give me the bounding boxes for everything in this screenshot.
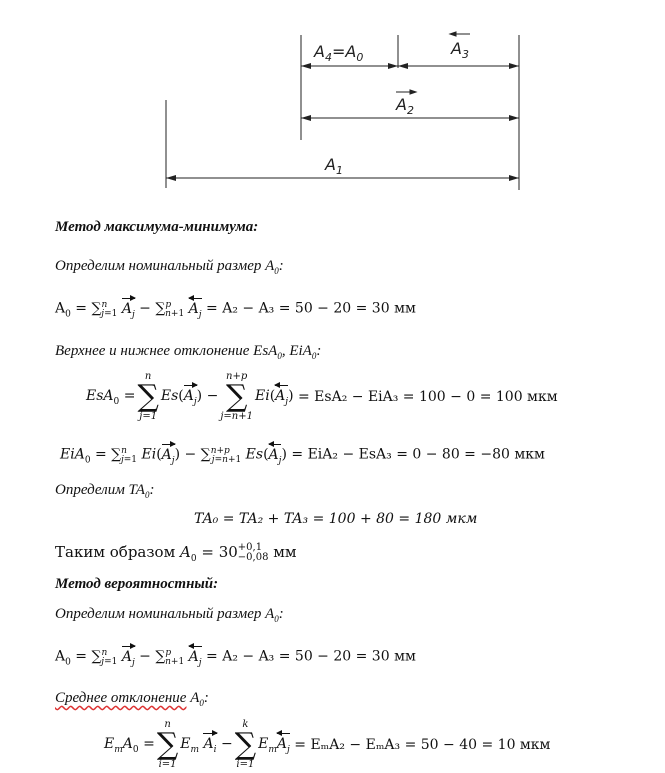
arrowhead [509, 63, 519, 69]
dimension-chain-drawing [0, 0, 665, 200]
right-arrow-indicator [410, 90, 416, 94]
formula-nominal: $A_0 = \sum^n_{j=1}$ $A_j - \sum^p_{n+1}$ $A_j = A_2 - A_3 = 50 - 20 = 30$ мм [55, 300, 416, 320]
thus-result: Таким образом $A_0 = 30$ +0,1 −0,08 мм [55, 542, 297, 564]
arrowhead [398, 63, 408, 69]
formula-es: EsA$_0$ = n ∑ j=1 $Es(A_j)$ − n+p ∑ j=n+1 $Ei(A_j)$ = EsA₂ − EiA₃ = 100 − 0 = 100 мкм [86, 371, 558, 422]
formula-em: $E_mA_0$ = n ∑ i=1 $E_m$ $A_i$ − k ∑ i=1 $E_mA_j$ = EₘA₂ − EₘA₃ = 50 − 40 = 10 мкм [104, 719, 551, 770]
mean-deviation-prompt: Среднее отклонение $A_0$: [55, 690, 209, 708]
arrowhead [301, 63, 311, 69]
section-title-maxmin: Метод максимума-минимума: [55, 219, 259, 235]
arrowhead [388, 63, 398, 69]
label-a2: $A_2$ [396, 95, 414, 117]
nominal-size-prompt-2: Определим номинальный размер $A_0$: [55, 606, 284, 624]
arrowhead [301, 115, 311, 121]
section-title-probabilistic: Метод вероятностный: [55, 576, 219, 592]
label-a4-a0: $A_4=A_0$ [314, 42, 364, 64]
formula-ta: TA₀ = TA₂ + TA₃ = 100 + 80 = 180 мкм [194, 511, 478, 527]
arrowhead [509, 175, 519, 181]
nominal-size-prompt: Определим номинальный размер $A_0$: [55, 258, 284, 276]
left-arrow-indicator [450, 32, 456, 36]
label-a1: $A_1$ [325, 155, 343, 177]
label-a3: $A_3$ [451, 39, 469, 61]
arrowhead [509, 115, 519, 121]
formula-nominal-2: $A_0 = \sum^n_{j=1}$ $A_j - \sum^p_{n+1}$ $A_j = A_2 - A_3 = 50 - 20 = 30$ мм [55, 648, 416, 668]
arrowhead [166, 175, 176, 181]
formula-ei: EiA$_0$ = ∑$^n_{j=1}$ $Ei(A_j) - \sum^{n+p}_{j=n+1}$ $Es(A_j) = EiA_2 - EsA_3 = 0 - 80 = -80$ мкм [60, 446, 545, 466]
ta-prompt: Определим $TA_0$: [55, 482, 155, 500]
deviation-prompt: Верхнее и нижнее отклонение EsA$_0$, EiA$_0$: [55, 343, 322, 361]
